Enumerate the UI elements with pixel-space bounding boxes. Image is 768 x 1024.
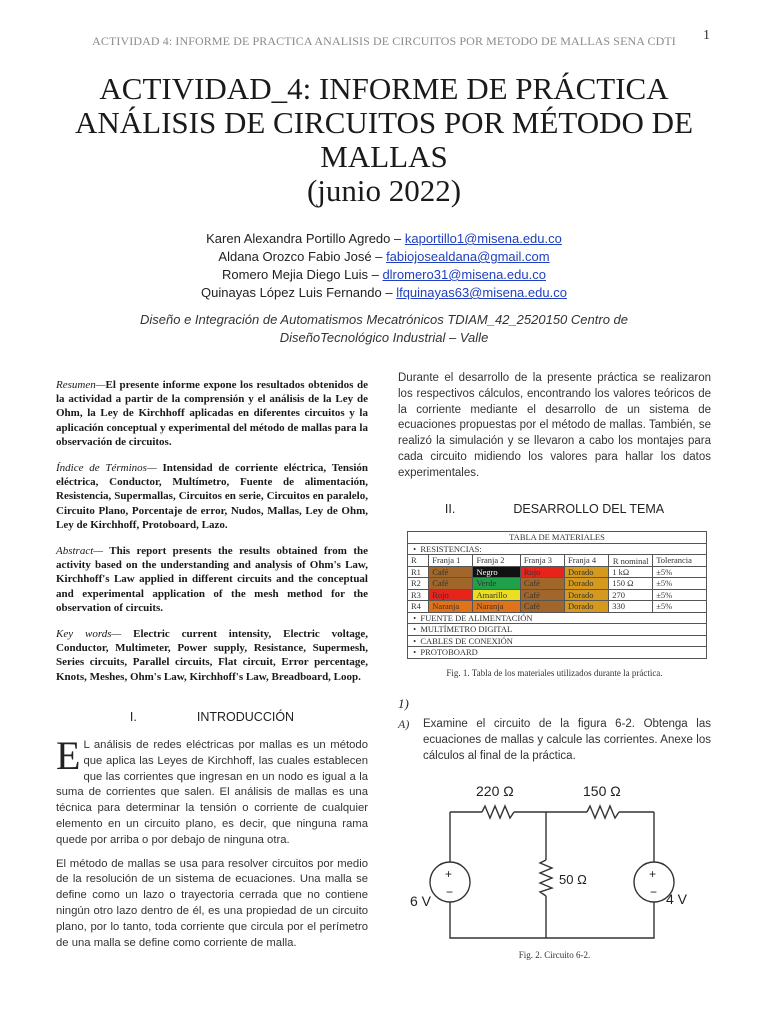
color-band-cell: Café	[520, 601, 564, 613]
polarity-plus: +	[649, 867, 657, 881]
affiliation: Diseño e Integración de Automatismos Mecatrónicos TDIAM_42_2520150 Centro de DiseñoTecnológico Industrial – Valle	[139, 312, 628, 345]
index-terms-block	[56, 461, 368, 532]
intro-paragraph-text: L análisis de redes eléctricas por mallas es un método que aplica las Leyes de Kirchhoff, las cuales establecen que las corrientes que ingresan en un nodo es igual a la suma de corrientes que salen. El análisis de mallas es una técnica para determinar la tensión o corriente de cualquier elemento en un circuito plano, es decir, que ninguna rama quede por arriba o por debajo de ninguna otra.	[56, 739, 368, 846]
color-band-cell: Café	[520, 589, 564, 601]
author-entry	[0, 266, 768, 284]
color-band-cell: Café	[520, 578, 564, 590]
table-item-label: MULTÍMETRO DIGITAL	[420, 624, 513, 635]
resumen-block	[56, 378, 368, 449]
table-cell: R4	[408, 601, 429, 613]
table-cell: ±5%	[653, 578, 707, 590]
voltage-source-4v-label: 4 V	[666, 891, 688, 907]
table-item-row: • FUENTE DE ALIMENTACIÓN	[408, 612, 707, 624]
figure-2-caption: Fig. 2. Circuito 6-2.	[518, 950, 591, 960]
polarity-minus: −	[650, 885, 658, 899]
color-band-cell: Amarillo	[473, 589, 520, 601]
table-header-row	[408, 555, 707, 567]
page-number: 1	[703, 28, 710, 43]
table-item-row: • MULTÍMETRO DIGITAL	[408, 624, 707, 636]
author-entry	[0, 284, 768, 302]
table-item-row: • PROTOBOARD	[408, 647, 707, 659]
table-section-label: RESISTENCIAS:	[420, 543, 482, 554]
keywords-text: Electric current intensity, Electric voltage, Conductor, Multimeter, Power supply, Resistance, Supermesh, Series circuits, Parallel circuits, Flat circuit, Error percentage, Knots, Meshes, Ohm's Law, Kirchhoff's Law, Breadboard, Loop.	[56, 628, 369, 683]
resistor-50-label: 50 Ω	[559, 872, 587, 887]
table-header-cell: Franja 1	[429, 555, 473, 567]
intro-paragraph: El método de mallas se usa para resolver circuitos por medio de la resolución de un sistema de ecuaciones. Una malla se define como un lazo o trayectoria cerrada que no contiene ningún otro lazo dentro de él, es una propiedad de un circuito plano, por lo tanto, toda corriente que circula por el perímetro de una malla se define como corriente de malla.	[56, 857, 368, 949]
table-cell: ±5%	[653, 601, 707, 613]
title-line: ACTIVIDAD_4: INFORME DE PRÁCTICA	[99, 71, 669, 106]
intro-paragraph	[56, 733, 368, 849]
section-heading-introduccion	[56, 710, 368, 724]
abstract-block	[56, 544, 368, 615]
color-band-cell: Rojo	[520, 566, 564, 578]
section-title: INTRODUCCIÓN	[196, 709, 295, 724]
polarity-plus: +	[445, 867, 453, 881]
table-cell: R1	[408, 566, 429, 578]
table-cell: R3	[408, 589, 429, 601]
right-column	[398, 371, 711, 765]
table-header-cell: Franja 3	[520, 555, 564, 567]
color-band-cell: Café	[429, 566, 473, 578]
table-title: TABLA DE MATERIALES	[408, 532, 707, 544]
table-item-label: CABLES DE CONEXIÓN	[420, 635, 513, 646]
running-header: ACTIVIDAD 4: INFORME DE PRACTICA ANALISIS DE CIRCUITOS POR METODO DE MALLAS SENA CDTI	[92, 34, 676, 48]
table-header-cell: R	[408, 555, 429, 567]
paper-title	[60, 72, 708, 208]
index-terms-label: Índice de Términos—	[56, 462, 157, 475]
table-item-label: FUENTE DE ALIMENTACIÓN	[420, 612, 533, 623]
author-email-link[interactable]: lfquinayas63@misena.edu.co	[396, 285, 567, 300]
section-title: DESARROLLO DEL TEMA	[513, 501, 665, 516]
color-band-cell: Café	[429, 578, 473, 590]
author-name: Karen Alexandra Portillo Agredo –	[206, 231, 405, 246]
table-cell: 270	[609, 589, 653, 601]
color-band-cell: Dorado	[565, 601, 609, 613]
color-band-cell: Rojo	[429, 589, 473, 601]
table-cell: 330	[609, 601, 653, 613]
author-name: Aldana Orozco Fabio José –	[218, 249, 387, 264]
resistor-220-label: 220 Ω	[476, 783, 514, 799]
abstract-label: Abstract—	[56, 545, 104, 558]
author-entry	[0, 230, 768, 248]
question-text: Examine el circuito de la figura 6-2. Obtenga las ecuaciones de mallas y calcule las corrientes. Anexe los cálculos al final de la práctica.	[423, 718, 711, 763]
color-band-cell: Dorado	[565, 578, 609, 590]
table-row	[408, 589, 707, 601]
resistor-50-symbol	[540, 860, 552, 896]
table-cell: ±5%	[653, 566, 707, 578]
color-band-cell: Dorado	[565, 589, 609, 601]
voltage-source-6v-label: 6 V	[410, 893, 432, 909]
table-row	[408, 578, 707, 590]
keywords-label: Key words—	[56, 628, 122, 641]
table-cell: R2	[408, 578, 429, 590]
author-name: Romero Mejia Diego Luis –	[222, 267, 383, 282]
color-band-cell: Verde	[473, 578, 520, 590]
color-band-cell: Naranja	[473, 601, 520, 613]
author-email-link[interactable]: kaportillo1@misena.edu.co	[404, 231, 562, 246]
resistor-150-symbol	[587, 806, 619, 818]
table-header-cell: Franja 4	[565, 555, 609, 567]
table-section-row: • RESISTENCIAS:	[408, 543, 707, 555]
drop-cap: E	[56, 733, 81, 779]
circuit-diagram	[406, 774, 696, 946]
title-line: MALLAS	[320, 139, 448, 174]
abstract-text: This report presents the results obtained from the activity based on the understanding and analysis of Ohm's Law, Kirchhoff's Law applied in different circuits and the conceptual and experimental application of the mesh method for the observation of circuits.	[56, 545, 368, 614]
color-band-cell: Naranja	[429, 601, 473, 613]
table-cell: 150 Ω	[609, 578, 653, 590]
resumen-text: El presente informe expone los resultados obtenidos de la actividad a partir de la comprensión y el análisis de la Ley de Ohm, la Ley de Kirchhoff aplicadas en diferentes circuitos y la aplicación conceptual y experimental del método de mallas para la observación de circuitos.	[56, 379, 368, 448]
title-date: (junio 2022)	[306, 173, 462, 208]
table-header-cell: Tolerancia	[653, 555, 707, 567]
color-band-cell: Negro	[473, 566, 520, 578]
materials-table	[407, 531, 707, 659]
circuit-wire	[450, 812, 657, 938]
author-email-link[interactable]: fabiojosealdana@gmail.com	[386, 249, 550, 264]
section-heading-desarrollo	[398, 502, 711, 518]
table-header-cell: R nominal	[609, 555, 653, 567]
table-row	[408, 566, 707, 578]
section-number: II.	[444, 501, 456, 516]
author-entry	[0, 248, 768, 266]
index-terms-text: Intensidad de corriente eléctrica, Tensión eléctrica, Conductor, Multímetro, Fuente de alimentación, Resistencia, Supermallas, Circuitos en serie, Circuitos en paralelo, Circuito Plano, Porcentaje de error, Nudos, Mallas, Ley de Ohm, Ley de Kirchhoff, Protoboard, Lazo.	[56, 462, 368, 531]
question-item	[398, 717, 711, 764]
question-number: 1)	[398, 695, 409, 711]
intro-body	[56, 733, 368, 951]
figure-1-caption: Fig. 1. Tabla de los materiales utilizados durante la práctica.	[446, 667, 663, 678]
color-band-cell: Dorado	[565, 566, 609, 578]
title-line: ANÁLISIS DE CIRCUITOS POR MÉTODO DE	[74, 105, 694, 140]
author-list	[0, 230, 768, 302]
resumen-label: Resumen—	[56, 379, 106, 391]
section-number: I.	[129, 709, 137, 724]
question-label: A)	[398, 717, 410, 732]
author-email-link[interactable]: dlromero31@misena.edu.co	[382, 267, 546, 282]
resistor-220-symbol	[482, 806, 514, 818]
keywords-block	[56, 627, 368, 684]
table-cell: 1 kΩ	[609, 566, 653, 578]
table-item-label: PROTOBOARD	[420, 647, 478, 658]
left-column	[56, 378, 368, 959]
resistor-150-label: 150 Ω	[583, 783, 621, 799]
intro-continuation-paragraph: Durante el desarrollo de la presente práctica se realizaron los respectivos cálculos, encontrando los valores teóricos de la corriente mediante el desarrollo de un sistema de ecuaciones propuestas por el método de mallas. También, se realizó la simulación y se llevaron a cabo los montajes para cada circuito midiendo los valores para hallar los datos experimentales.	[398, 372, 711, 479]
polarity-minus: −	[446, 885, 454, 899]
table-row	[408, 601, 707, 613]
table-header-cell: Franja 2	[473, 555, 520, 567]
table-item-row: • CABLES DE CONEXIÓN	[408, 635, 707, 647]
author-name: Quinayas López Luis Fernando –	[201, 285, 397, 300]
table-cell: ±5%	[653, 589, 707, 601]
